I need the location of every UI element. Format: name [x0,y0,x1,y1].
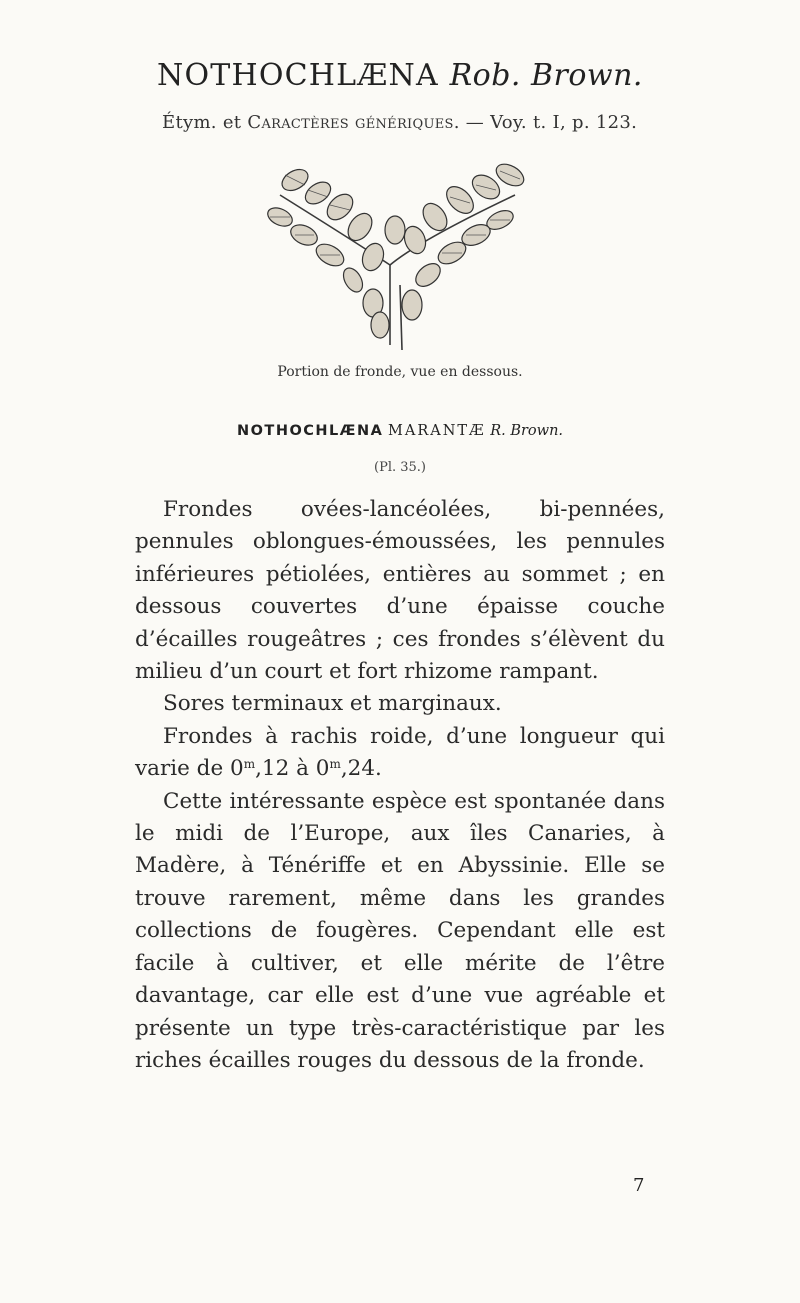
rachis-text: Frondes à rachis roide, d’une longueur qui varie de 0 [135,723,665,782]
genus-name: NOTHOCHLÆNA [157,58,439,93]
rachis-value-2: ,24. [340,756,382,782]
paragraph-rachis [135,721,665,786]
page-number: 7 [633,1175,645,1196]
etymology-ref: — Voy. t. I, p. 123. [465,112,638,133]
etymology-caps: Caractères génériques. [247,112,460,133]
paragraph-fronds: Frondes ovées-lancéolées, bi-pennées, pennules oblongues-émoussées, les pennules inférieures pétiolées, entières au sommet ; en dessous couvertes d’une épaisse couche d’écailles rougeâtres ; ces frondes s’élèvent du milieu d’un court et fort rhizome rampant. [135,497,665,685]
rachis-value-1: ,12 [255,756,290,782]
paragraph-sores: Sores terminaux et marginaux. [163,691,502,717]
etymology-prefix: Étym. et [162,112,242,133]
description-text [135,494,665,1077]
plate-reference: (Pl. 35.) [374,460,426,475]
fern-frond-icon [240,135,550,355]
unit-m-2: m [329,757,341,772]
genus-title [0,58,800,93]
species-author: R. Brown. [490,423,564,439]
rachis-mid: à 0 [289,756,330,782]
unit-m: m [243,757,256,772]
species-genus: NOTHOCHLÆNA [236,423,384,439]
etymology-line [162,112,637,133]
figure-caption: Portion de fronde, vue en dessous. [277,364,523,380]
species-heading [0,423,800,439]
lower-stalk [400,285,402,350]
species-epithet: MARANTÆ [388,423,486,439]
paragraph-distribution: Cette intéressante espèce est spontanée dans le midi de l’Europe, aux îles Canaries, à Madère, à Ténériffe et en Abyssinie. Elle se trouve rarement, même dans les grandes collections de fougères. Cependant elle est facile à cultiver, et elle mérite de l’être davantage, car elle est d’une vue agréable et présente un type très-caractéristique par les riches écailles rouges du dessous de la fronde. [135,788,665,1073]
genus-author: Rob. Brown. [449,58,643,93]
